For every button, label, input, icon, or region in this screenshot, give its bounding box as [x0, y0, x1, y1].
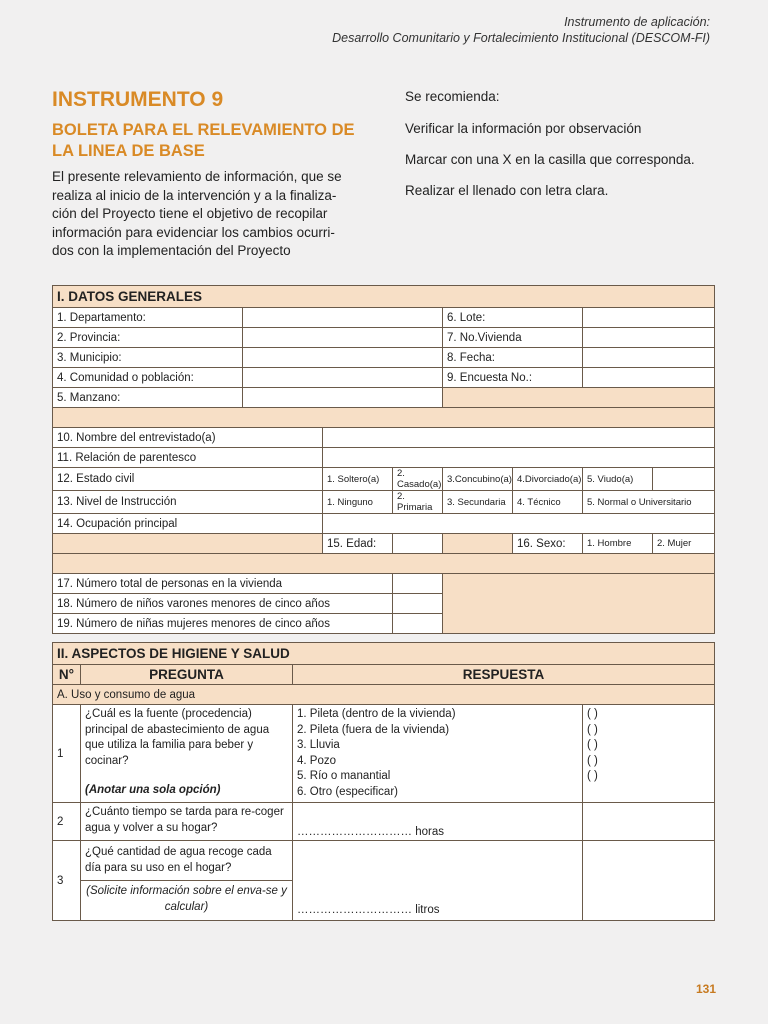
checkbox[interactable]: ( ) — [587, 723, 598, 736]
vivienda-input[interactable] — [583, 328, 715, 348]
field-label: 9. Encuesta No.: — [443, 368, 583, 388]
answer-option: 4. Pozo — [297, 754, 336, 767]
field-label: 12. Estado civil — [53, 468, 323, 491]
field-label: 11. Relación de parentesco — [53, 448, 323, 468]
instrument-title: INSTRUMENTO 9 — [52, 88, 224, 111]
field-label: 3. Municipio: — [53, 348, 243, 368]
field-label: 8. Fecha: — [443, 348, 583, 368]
field-label: 10. Nombre del entrevistado(a) — [53, 428, 323, 448]
ocupacion-input[interactable] — [323, 514, 715, 534]
recommendation-item: Realizar el llenado con letra clara. — [405, 183, 609, 198]
recommendation-item: Marcar con una X en la casilla que corresponda. — [405, 152, 695, 167]
comunidad-input[interactable] — [243, 368, 443, 388]
page-number: 131 — [695, 982, 716, 996]
answer-options — [293, 705, 583, 803]
civil-option[interactable]: 1. Soltero(a) — [323, 468, 393, 491]
document-header — [332, 14, 710, 46]
header-line-1: Instrumento de aplicación: — [564, 15, 710, 29]
sex-option[interactable]: 1. Hombre — [583, 534, 653, 554]
age-input[interactable] — [393, 534, 443, 554]
field-label: 5. Manzano: — [53, 388, 243, 408]
question-1 — [81, 705, 293, 803]
instrument-subtitle: BOLETA PARA EL RELEVAMIENTO DE LA LINEA DE BASE — [52, 121, 355, 160]
boys-input[interactable] — [393, 594, 443, 614]
question-text: ¿Qué cantidad de agua recoge cada día para su uso en el hogar? — [81, 843, 292, 881]
education-option[interactable]: 1. Ninguno — [323, 491, 393, 514]
education-option[interactable]: 4. Técnico — [513, 491, 583, 514]
subsection-title: A. Uso y consumo de agua — [53, 685, 715, 705]
civil-option[interactable]: 2. Casado(a) — [393, 468, 443, 491]
checkbox[interactable]: ( ) — [587, 739, 598, 751]
field-label: 17. Número total de personas en la vivienda — [53, 574, 393, 594]
question-number: 2 — [53, 803, 81, 841]
section-1-title: I. DATOS GENERALES — [53, 286, 715, 308]
nombre-input[interactable] — [323, 428, 715, 448]
field-label: 18. Número de niños varones menores de cinco años — [53, 594, 393, 614]
col-answer-header: RESPUESTA — [293, 665, 715, 685]
section-2-title: II. ASPECTOS DE HIGIENE Y SALUD — [53, 643, 715, 665]
general-data-table — [52, 285, 715, 634]
departamento-input[interactable] — [243, 308, 443, 328]
intro-paragraph: El presente relevamiento de información, que se realiza al inicio de la intervención y a la finaliza-ción del Proyecto tiene el objetivo de recopilar información para evidenciar los cambios ocurri-dos con la implementación del Proyecto — [52, 169, 342, 258]
checkbox[interactable]: ( ) — [587, 754, 598, 767]
header-line-2: Desarrollo Comunitario y Fortalecimiento Institucional (DESCOM-FI) — [332, 31, 710, 45]
question-number: 3 — [53, 841, 81, 921]
manzano-input[interactable] — [243, 388, 443, 408]
fecha-input[interactable] — [583, 348, 715, 368]
lote-input[interactable] — [583, 308, 715, 328]
household-input[interactable] — [393, 574, 443, 594]
answer-option: 3. Lluvia — [297, 739, 340, 751]
age-label: 15. Edad: — [323, 534, 393, 554]
field-label: 13. Nivel de Instrucción — [53, 491, 323, 514]
question-note: (Solicite información sobre el enva-se y calcular) — [86, 885, 287, 913]
answer-option: 1. Pileta (dentro de la vivienda) — [297, 708, 456, 720]
civil-option[interactable]: 4.Divorciado(a) — [513, 468, 583, 491]
field-label: 4. Comunidad o población: — [53, 368, 243, 388]
question-3 — [81, 841, 293, 921]
education-option[interactable]: 2. Primaria — [393, 491, 443, 514]
sex-label: 16. Sexo: — [513, 534, 583, 554]
checkbox-column — [583, 705, 715, 803]
recommendation-heading: Se recomienda: — [405, 89, 500, 104]
answer-option: 6. Otro (especificar) — [297, 785, 398, 798]
answer-option: 5. Río o manantial — [297, 770, 391, 782]
provincia-input[interactable] — [243, 328, 443, 348]
field-label: 14. Ocupación principal — [53, 514, 323, 534]
col-num-header: N° — [53, 665, 81, 685]
field-label: 19. Número de niñas mujeres menores de cinco años — [53, 614, 393, 634]
liters-input[interactable]: ………………………… litros — [293, 841, 583, 921]
checkbox[interactable]: ( ) — [587, 708, 598, 720]
education-option[interactable]: 5. Normal o Universitario — [583, 491, 715, 514]
field-label: 2. Provincia: — [53, 328, 243, 348]
question-number: 1 — [53, 705, 81, 803]
col-question-header: PREGUNTA — [81, 665, 293, 685]
field-label: 7. No.Vivienda — [443, 328, 583, 348]
question-text: ¿Cuál es la fuente (procedencia) principal de abastecimiento de agua que utiliza la familia para beber y cocinar? — [85, 708, 270, 767]
field-label: 6. Lote: — [443, 308, 583, 328]
civil-option[interactable]: 5. Viudo(a) — [583, 468, 653, 491]
encuesta-input[interactable] — [583, 368, 715, 388]
hygiene-table — [52, 642, 715, 921]
education-option[interactable]: 3. Secundaria — [443, 491, 513, 514]
girls-input[interactable] — [393, 614, 443, 634]
question-note: (Anotar una sola opción) — [85, 784, 221, 796]
checkbox[interactable]: ( ) — [587, 770, 598, 782]
sex-option[interactable]: 2. Mujer — [653, 534, 715, 554]
parentesco-input[interactable] — [323, 448, 715, 468]
municipio-input[interactable] — [243, 348, 443, 368]
civil-option[interactable]: 3.Concubino(a) — [443, 468, 513, 491]
recommendation-item: Verificar la información por observación — [405, 121, 642, 136]
field-label: 1. Departamento: — [53, 308, 243, 328]
answer-option: 2. Pileta (fuera de la vivienda) — [297, 723, 450, 736]
question-2: ¿Cuánto tiempo se tarda para re-coger agua y volver a su hogar? — [81, 803, 293, 841]
hours-input[interactable]: ………………………… horas — [293, 803, 583, 841]
